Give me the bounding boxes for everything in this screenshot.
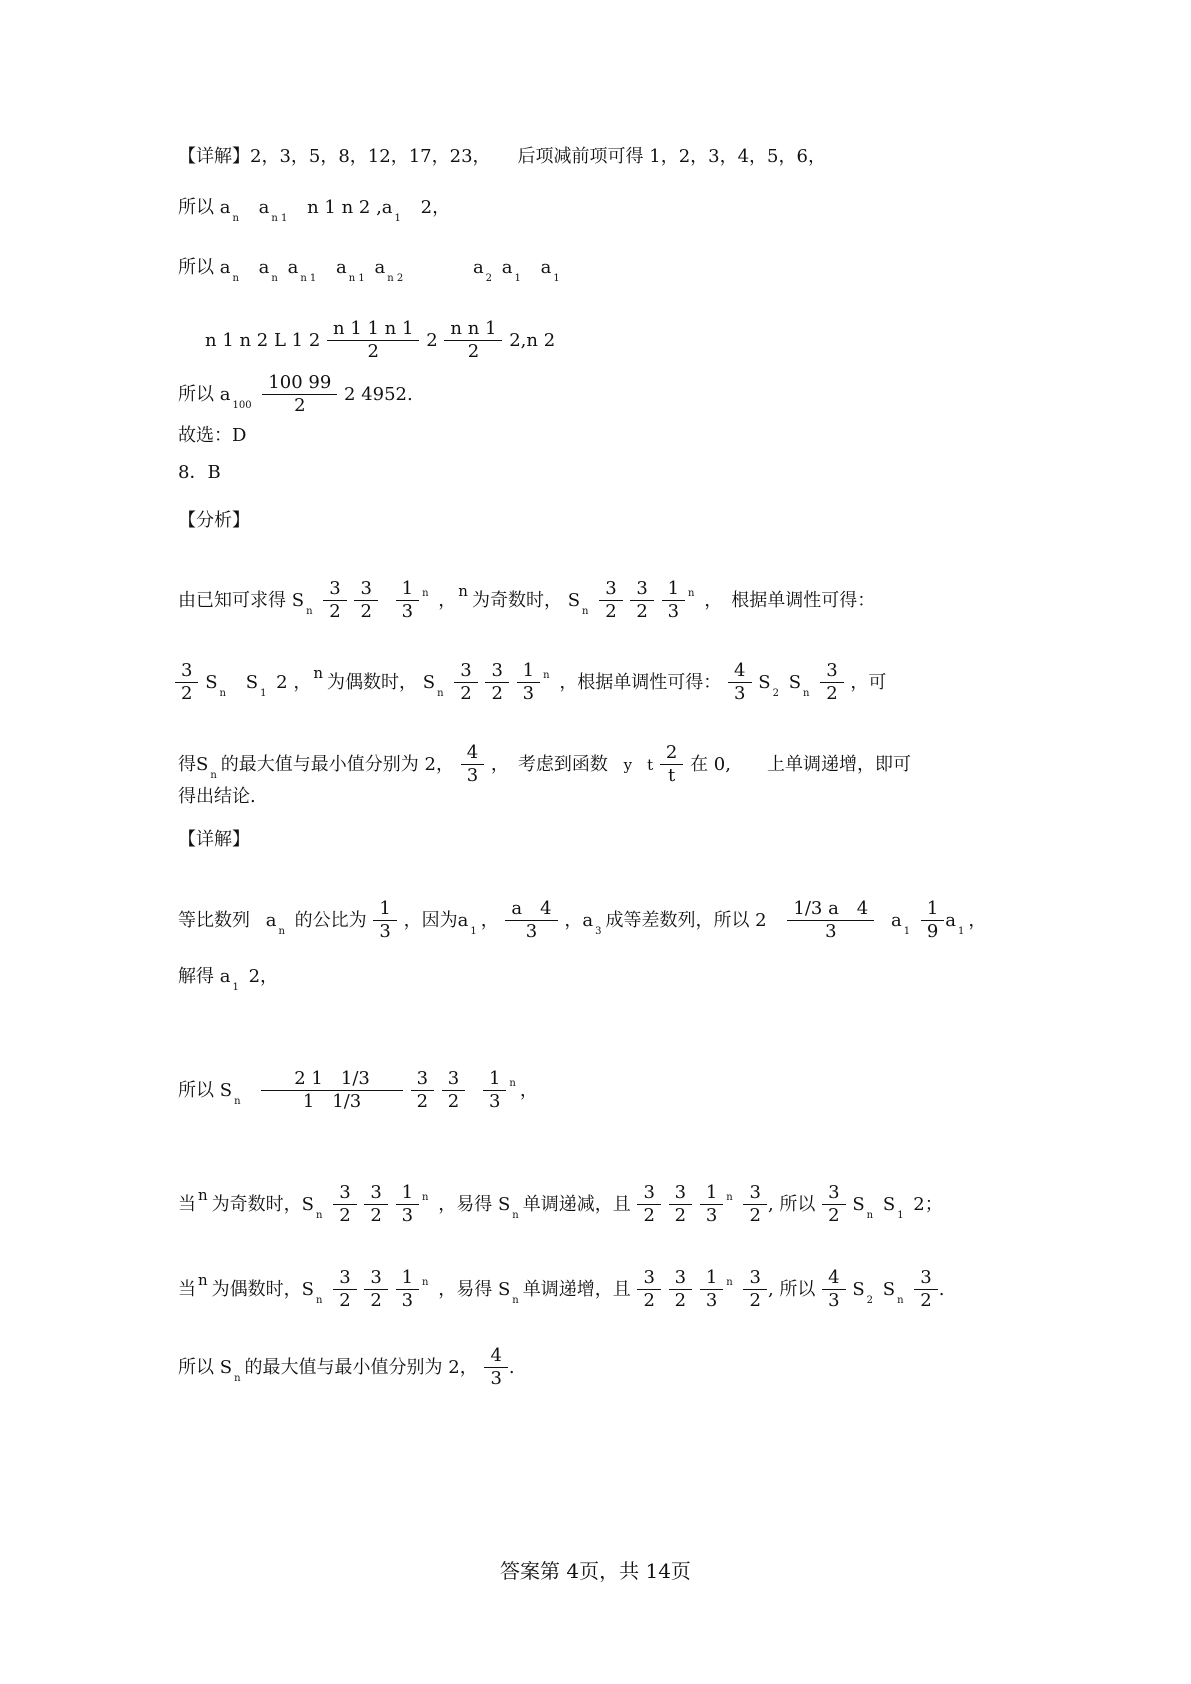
fraction	[633, 578, 650, 623]
math-symbol: n	[198, 1185, 208, 1204]
text: ，可	[850, 671, 887, 693]
section-heading: 【详解】	[178, 829, 250, 850]
math-expression: n 1 n 2 L 1 2	[205, 329, 321, 351]
math-symbol: S	[758, 671, 771, 693]
denominator: 2	[454, 682, 477, 705]
analysis-heading	[178, 509, 1021, 533]
math-expression: 2 4952	[344, 383, 407, 405]
text: 的公比为	[294, 909, 367, 931]
text: ，a	[564, 909, 594, 931]
numerator: 2	[665, 742, 678, 763]
numerator: 3	[674, 1267, 687, 1288]
math-symbol: a	[219, 197, 231, 218]
math-symbol: n	[458, 581, 468, 600]
exponent: n	[509, 1077, 516, 1089]
answer-text: 故选：D	[178, 425, 247, 446]
numerator: 1/3 a 4	[793, 898, 869, 919]
numerator: 1	[488, 1068, 501, 1089]
denominator: 2	[333, 1289, 356, 1312]
fraction	[488, 660, 505, 705]
subscript: 1	[470, 925, 477, 937]
math-expression: 2	[276, 671, 288, 693]
denominator: t	[660, 764, 683, 787]
denominator: 3	[483, 1090, 506, 1113]
numerator: 3	[828, 1182, 840, 1203]
denominator: 3	[373, 920, 396, 943]
denominator: 3	[461, 764, 484, 787]
denominator: 3	[505, 920, 557, 943]
even-case-line	[178, 1267, 1021, 1313]
subscript: n	[512, 1294, 519, 1306]
text: 单调递减，且	[522, 1193, 631, 1215]
denominator: 3	[396, 600, 419, 623]
big-fraction	[264, 1068, 400, 1113]
numerator: 1	[522, 660, 535, 681]
math-symbol: a	[258, 257, 270, 278]
numerator: 4	[466, 742, 479, 763]
denominator: 2	[669, 1289, 692, 1312]
subscript: 1	[553, 273, 560, 284]
text: ，易得 S	[438, 1278, 511, 1300]
fraction	[508, 898, 554, 943]
fraction	[672, 1267, 689, 1312]
fraction	[825, 1267, 842, 1312]
numerator: 3	[920, 1267, 932, 1288]
numerator: 100 99	[268, 372, 332, 393]
subscript: n	[234, 1095, 241, 1107]
subscript: 1	[514, 273, 521, 284]
subscript: n	[306, 605, 313, 617]
detail-ratio-line	[178, 898, 1021, 944]
denominator: 2	[743, 1289, 766, 1312]
text: 解得 a	[178, 966, 231, 987]
denominator: 1 1/3	[261, 1090, 403, 1113]
denominator: 3	[662, 600, 685, 623]
subscript: n 1	[348, 273, 365, 284]
text: 得出结论.	[178, 786, 256, 807]
numerator: 3	[491, 660, 503, 681]
fraction	[414, 1068, 431, 1113]
numerator: 3	[360, 578, 372, 599]
numerator: 2 1 1/3	[294, 1068, 370, 1089]
fraction	[823, 660, 840, 705]
text: 为奇数时，S	[211, 1193, 315, 1215]
subscript: n 1	[300, 273, 317, 284]
subscript: n	[210, 769, 217, 781]
math-expression: 2，	[420, 197, 451, 218]
denominator: 2	[637, 1204, 660, 1227]
text: ，因为a	[403, 909, 469, 931]
fraction	[917, 1267, 934, 1312]
sn-formula-line	[178, 1068, 1021, 1114]
denominator: 2	[444, 340, 502, 363]
text: 等比数列	[178, 909, 250, 931]
fraction	[663, 742, 680, 787]
numerator: 1	[401, 578, 414, 599]
math-expression: 2，	[248, 966, 279, 987]
fraction	[672, 1182, 689, 1227]
question-label: 8．B	[178, 462, 221, 483]
math-symbol: a	[945, 909, 957, 931]
question-number	[178, 461, 1021, 485]
denominator: 2	[364, 1204, 387, 1227]
fraction	[520, 660, 537, 705]
fraction	[746, 1267, 763, 1312]
fraction	[265, 372, 334, 417]
math-symbol: a	[540, 257, 552, 278]
fraction	[486, 1068, 503, 1113]
denominator: 2	[175, 682, 198, 705]
subscript: 100	[232, 399, 252, 411]
denominator: 3	[517, 682, 540, 705]
text: ，	[438, 589, 457, 611]
denominator: 3	[700, 1289, 723, 1312]
denominator: 3	[396, 1289, 419, 1312]
text: 单调递增，且	[522, 1278, 631, 1300]
fraction	[399, 1267, 416, 1312]
exponent: n	[422, 1276, 429, 1288]
text: ，	[968, 909, 987, 931]
numerator: 3	[447, 1068, 460, 1089]
fraction	[457, 660, 474, 705]
math-symbol: a	[890, 909, 902, 931]
subscript: n	[232, 213, 239, 224]
numerator: n 1 1 n 1	[333, 318, 414, 339]
solve-line	[178, 965, 1021, 1000]
a100-line: 所以 a100 $\frac{100 99}{2}$ 2 4952.	[178, 372, 413, 416]
math-symbol: n	[198, 1270, 208, 1289]
numerator: 3	[370, 1182, 382, 1203]
math-expression: 2；	[913, 1193, 943, 1215]
exponent: n	[688, 587, 695, 599]
numerator: 3	[749, 1267, 761, 1288]
math-symbol: S	[205, 671, 218, 693]
subscript: n 1	[271, 213, 288, 224]
numerator: 3	[643, 1182, 655, 1203]
numerator: 3	[643, 1267, 655, 1288]
answer-line	[178, 424, 1021, 448]
subscript: n	[316, 1294, 323, 1306]
text: ， 根据单调性可得：	[704, 589, 876, 611]
math-expression: 2	[426, 329, 438, 351]
analysis-line-3	[178, 742, 1021, 788]
subscript: n	[316, 1209, 323, 1221]
numerator: 1	[401, 1182, 414, 1203]
numerator: 1	[401, 1267, 414, 1288]
numerator: 4	[828, 1267, 840, 1288]
subscript: n	[582, 605, 589, 617]
text: ，根据单调性可得：	[559, 671, 722, 693]
denominator: 2	[630, 600, 653, 623]
exponent: n	[726, 1191, 733, 1203]
text: 所以 S	[178, 1356, 233, 1378]
fraction	[731, 660, 748, 705]
fraction	[825, 1182, 842, 1227]
subscript: n	[271, 273, 278, 284]
fraction	[399, 1182, 416, 1227]
fraction	[703, 1267, 720, 1312]
fraction	[330, 318, 416, 363]
math-expression: n 1 n 2 ,a	[307, 197, 393, 218]
exponent: n	[543, 669, 550, 681]
denominator: 3	[728, 682, 751, 705]
math-symbol: S	[882, 1193, 896, 1215]
sum-line	[205, 318, 1021, 363]
denominator: 2	[822, 1204, 845, 1227]
subscript: 2	[485, 273, 493, 284]
fraction	[326, 578, 343, 623]
text: 为偶数时，	[327, 671, 418, 693]
math-symbol: a	[258, 197, 270, 218]
telescoping-line	[178, 256, 1021, 291]
numerator: 1	[705, 1267, 718, 1288]
numerator: 3	[339, 1182, 351, 1203]
math-symbol: a	[336, 257, 347, 278]
exponent: n	[726, 1276, 733, 1288]
subscript: n	[897, 1294, 904, 1306]
math-symbol: n	[313, 663, 324, 682]
fraction	[602, 578, 619, 623]
numerator: 1	[379, 898, 391, 919]
denominator: 2	[354, 600, 377, 623]
text: 所以 S	[178, 1079, 233, 1101]
math-symbol: S	[291, 589, 305, 611]
math-symbol: a	[265, 909, 277, 931]
analysis-line-4	[178, 785, 1021, 809]
fraction	[376, 898, 393, 943]
numerator: 1	[705, 1182, 718, 1203]
numerator: n n 1	[450, 318, 497, 339]
math-symbol: a	[219, 383, 231, 405]
text: .	[938, 1278, 945, 1300]
math-symbol: S	[422, 671, 436, 693]
denominator: 2	[262, 394, 337, 417]
subscript: n	[232, 273, 239, 284]
text: ，	[293, 671, 312, 693]
subscript: n	[866, 1209, 874, 1221]
text: ，	[519, 1079, 538, 1101]
denominator: 2	[485, 682, 508, 705]
text: 当	[178, 1278, 196, 1300]
text: , 所以	[767, 1193, 816, 1215]
subscript: 1	[903, 925, 911, 937]
denominator: 3	[822, 1289, 845, 1312]
math-symbol: S	[567, 589, 581, 611]
exponent: n	[422, 1191, 429, 1203]
subscript: n	[437, 687, 444, 699]
text: 得	[178, 753, 196, 775]
text: 所以	[178, 257, 214, 278]
detail-text: 【详解】2，3，5，8，12，17，23， 后项减前项可得 1，2，3，4，5，6，	[178, 146, 826, 167]
fraction	[178, 660, 195, 705]
fraction	[336, 1182, 353, 1227]
numerator: 3	[605, 578, 617, 599]
text: 为偶数时，S	[211, 1278, 315, 1300]
subscript: 1	[260, 687, 267, 699]
subscript: n	[234, 1372, 241, 1384]
denominator: 3	[396, 1204, 419, 1227]
fraction	[790, 898, 871, 943]
fraction	[357, 578, 374, 623]
fraction	[746, 1182, 763, 1227]
fraction	[703, 1182, 720, 1227]
math-symbol: a	[219, 257, 231, 278]
detail-heading	[178, 828, 1021, 852]
numerator: 1	[926, 898, 939, 919]
text: ，	[480, 909, 499, 931]
fraction	[336, 1267, 353, 1312]
text: .	[508, 1356, 515, 1378]
fraction	[487, 1345, 504, 1390]
odd-case-line	[178, 1182, 1021, 1228]
math-symbol: S	[882, 1278, 896, 1300]
math-symbol: a	[374, 257, 386, 278]
numerator: a 4	[511, 898, 552, 919]
math-expression: 2,n 2	[509, 329, 556, 351]
numerator: 3	[460, 660, 472, 681]
numerator: 3	[826, 660, 838, 681]
denominator: 2	[327, 340, 419, 363]
denominator: 2	[364, 1289, 387, 1312]
subscript: 1	[897, 1209, 904, 1221]
numerator: 3	[339, 1267, 351, 1288]
text: , 所以	[767, 1278, 816, 1300]
denominator: 2	[820, 682, 843, 705]
subscript: 1	[958, 925, 965, 937]
text: 所以	[178, 197, 214, 218]
fraction	[665, 578, 682, 623]
fraction	[445, 1068, 462, 1113]
denominator: 2	[637, 1289, 660, 1312]
text: 在 0, 上单调递增，即可	[690, 753, 911, 775]
exponent: n	[422, 587, 429, 599]
text: ， 考虑到函数	[490, 753, 608, 775]
subscript: n 2	[387, 273, 404, 284]
math-symbol: a	[472, 257, 484, 278]
text: 为奇数时，	[471, 589, 562, 611]
text: 成等差数列，所以 2	[605, 909, 767, 931]
denominator: 3	[700, 1204, 723, 1227]
subscript: 3	[595, 925, 602, 937]
numerator: 3	[416, 1068, 429, 1089]
section-heading: 【分析】	[178, 510, 250, 531]
conclusion-line	[178, 1345, 1021, 1391]
numerator: 3	[636, 578, 648, 599]
numerator: 4	[734, 660, 746, 681]
analysis-line-2	[178, 660, 1021, 706]
numerator: 3	[329, 578, 341, 599]
math-symbol: S	[196, 753, 209, 775]
fraction	[924, 898, 941, 943]
math-symbol: S	[852, 1278, 865, 1300]
numerator: 3	[370, 1267, 382, 1288]
subscript: n	[278, 925, 285, 937]
denominator: 9	[921, 920, 944, 943]
recurrence-line	[178, 196, 1021, 231]
text: 所以	[178, 383, 214, 405]
fraction	[399, 578, 416, 623]
numerator: 4	[490, 1345, 502, 1366]
math-expression: y t	[623, 755, 654, 774]
denominator: 2	[669, 1204, 692, 1227]
text: 当	[178, 1193, 196, 1215]
subscript: n	[803, 687, 810, 699]
fraction	[447, 318, 499, 363]
denominator: 2	[599, 600, 622, 623]
math-symbol: S	[788, 671, 802, 693]
denominator: 2	[442, 1090, 465, 1113]
subscript: n	[219, 687, 226, 699]
detail-line-1	[178, 145, 1021, 169]
text: ，易得 S	[438, 1193, 511, 1215]
denominator: 2	[743, 1204, 766, 1227]
subscript: 2	[866, 1294, 874, 1306]
subscript: 2	[772, 687, 779, 699]
denominator: 3	[484, 1367, 507, 1390]
text: 由已知可求得	[178, 589, 286, 611]
subscript: n	[512, 1209, 519, 1221]
numerator: 3	[749, 1182, 761, 1203]
denominator: 2	[323, 600, 346, 623]
fraction	[367, 1267, 384, 1312]
text: 的最大值与最小值分别为 2，	[244, 1356, 478, 1378]
text: 的最大值与最小值分别为 2，	[220, 753, 454, 775]
denominator: 2	[914, 1289, 937, 1312]
fraction	[640, 1182, 657, 1227]
fraction	[464, 742, 481, 787]
math-symbol: a	[501, 257, 513, 278]
fraction	[367, 1182, 384, 1227]
fraction	[640, 1267, 657, 1312]
math-symbol: a	[287, 257, 299, 278]
numerator: 3	[181, 660, 193, 681]
math-symbol: S	[852, 1193, 865, 1215]
math-symbol: S	[245, 671, 259, 693]
subscript: 1	[394, 213, 401, 224]
denominator: 3	[787, 920, 874, 943]
numerator: 1	[667, 578, 680, 599]
analysis-line-1	[178, 578, 1021, 624]
page-footer: 答案第 4页，共 14页	[500, 1559, 691, 1583]
denominator: 2	[333, 1204, 356, 1227]
numerator: 3	[674, 1182, 687, 1203]
subscript: 1	[232, 982, 239, 993]
denominator: 2	[411, 1090, 434, 1113]
